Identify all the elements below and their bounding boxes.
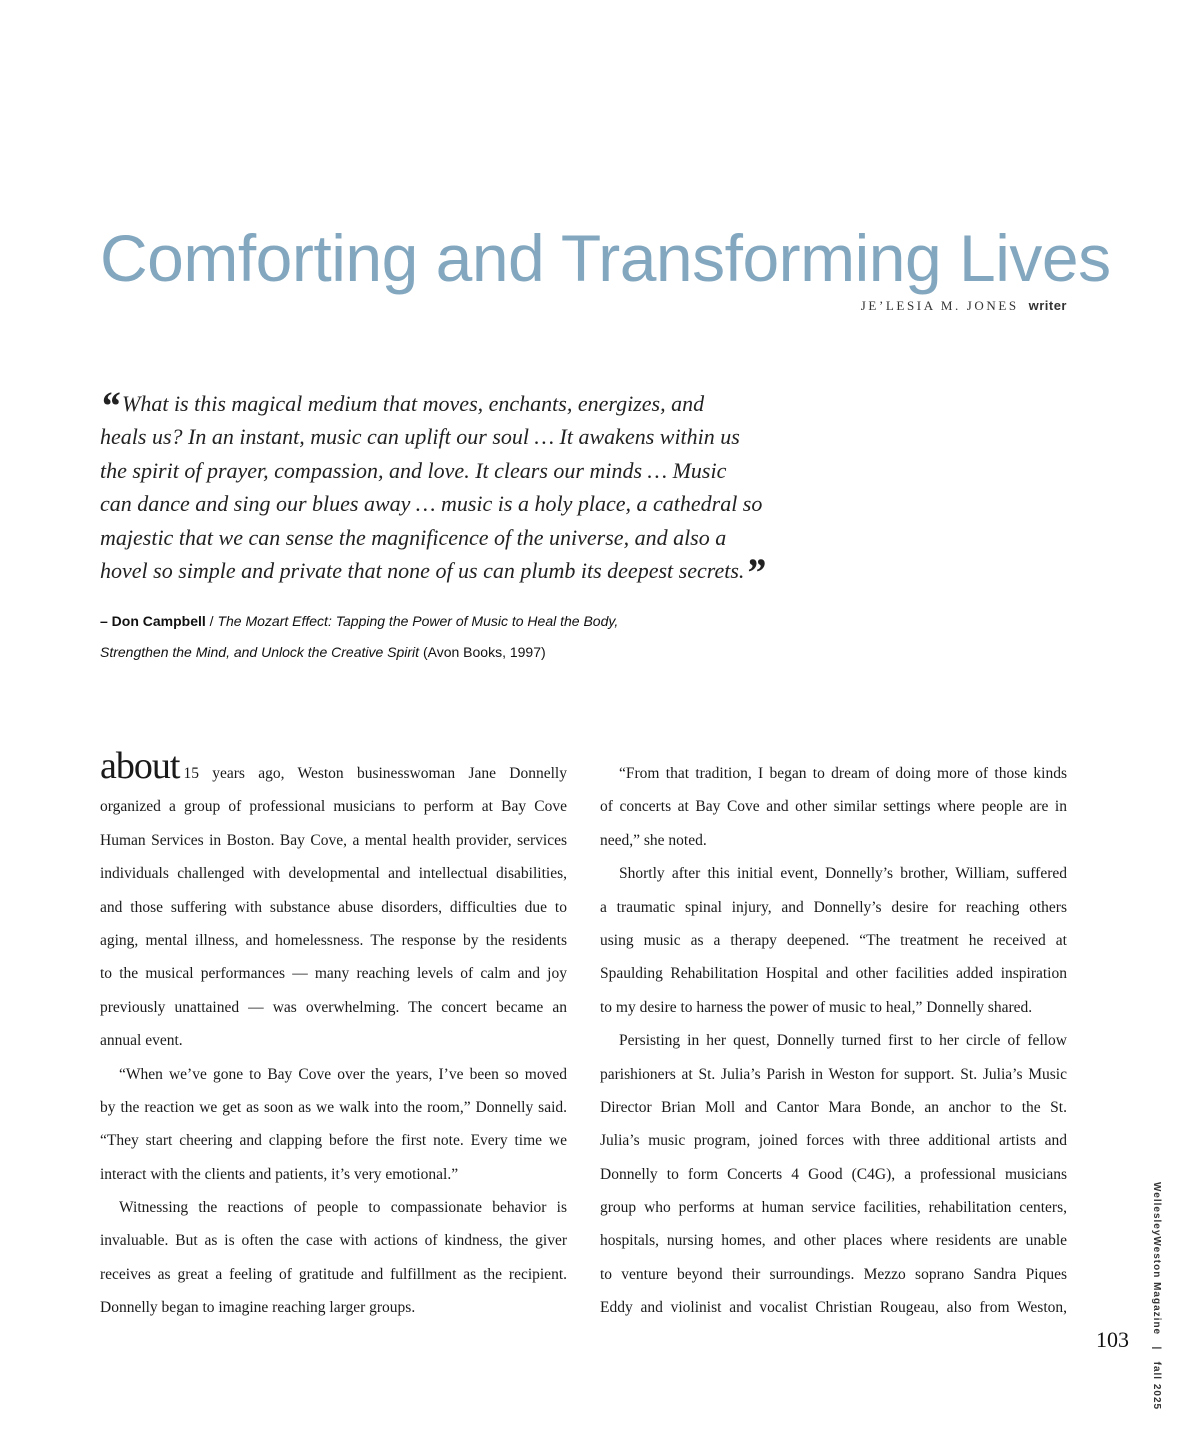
body-line: to my desire to harness the power of music to heal,” Donnelly shared. [600, 998, 1033, 1016]
body-line: previously unattained — was overwhelming. The concert became an [100, 998, 567, 1016]
book-title: Strengthen the Mind, and Unlock the Creative Spirit [100, 644, 420, 660]
body-line: to the musical performances — many reaching levels of calm and joy [100, 965, 567, 983]
body-line: interact with the clients and patients, it’s very emotional.” [100, 1165, 459, 1183]
body-line: Julia’s music program, joined forces with three additional artists and [600, 1132, 1067, 1150]
folio-separator: | [1151, 1346, 1162, 1351]
drop-word: about [100, 745, 180, 787]
article-title: Comforting and Transforming Lives [100, 221, 1111, 295]
body-column-left [100, 745, 567, 1325]
body-line: to venture beyond their surroundings. Mezzo soprano Sandra Piques [600, 1265, 1067, 1283]
pull-quote-line: the spirit of prayer, compassion, and love. It clears our minds … Music [100, 457, 727, 483]
pull-quote-line: heals us? In an instant, music can uplift our soul … It awakens within us [100, 424, 740, 450]
quote-attribution: – Don Campbell / The Mozart Effect: Tapping the Power of Music to Heal the Body, Strengthen the Mind, and Unlock the Creative Spirit (Avon Books, 1997) [100, 613, 619, 660]
book-title: The Mozart Effect: Tapping the Power of Music to Heal the Body, [217, 613, 619, 629]
body-line: Eddy and violinist and vocalist Christian Rougeau, also from Weston, [600, 1299, 1067, 1317]
body-line: organized a group of professional musicians to perform at Bay Cove [100, 798, 567, 816]
body-line: of concerts at Bay Cove and other similar settings where people are in [600, 798, 1067, 816]
body-line: Human Services in Boston. Bay Cove, a mental health provider, services [100, 831, 567, 849]
body-line: Spaulding Rehabilitation Hospital and other facilities added inspiration [600, 965, 1067, 983]
quote-author: – Don Campbell [100, 613, 206, 629]
body-line: parishioners at St. Julia’s Parish in Weston for support. St. Julia’s Music [600, 1065, 1067, 1083]
body-line: Donnelly to form Concerts 4 Good (C4G), a professional musicians [600, 1165, 1067, 1183]
body-line: about 15 years ago, Weston businesswoman Jane Donnelly [100, 745, 567, 787]
body-line: annual event. [100, 1032, 183, 1050]
body-line: “When we’ve gone to Bay Cove over the years, I’ve been so moved [119, 1065, 567, 1083]
body-line: Shortly after this initial event, Donnelly’s brother, William, suffered [619, 865, 1067, 883]
body-line: using music as a therapy deepened. “The treatment he received at [600, 931, 1067, 949]
body-line: “They start cheering and clapping before the first note. Every time we [100, 1132, 567, 1150]
issue-label: fall 2025 [1151, 1361, 1162, 1411]
body-line: by the reaction we get as soon as we walk into the room,” Donnelly said. [100, 1098, 567, 1116]
close-quote-mark: ” [745, 550, 766, 596]
body-line: invaluable. But as is often the case with actions of kindness, the giver [100, 1232, 567, 1250]
body-line: “From that tradition, I began to dream of doing more of those kinds [619, 765, 1067, 782]
pull-quote-line: “What is this magical medium that moves, enchants, energizes, and [100, 383, 705, 428]
body-line: Donnelly began to imagine reaching larger groups. [100, 1299, 416, 1317]
body-line: a traumatic spinal injury, and Donnelly’s desire for reaching others [600, 898, 1067, 916]
magazine-folio-vertical [1148, 1182, 1162, 1411]
page-number: 103 [1096, 1327, 1129, 1352]
byline [861, 298, 1067, 314]
body-line: aging, mental illness, and homelessness. The response by the residents [100, 931, 567, 949]
body-line: Director Brian Moll and Cantor Mara Bonde, an anchor to the St. [600, 1098, 1067, 1116]
pull-quote-line: majestic that we can sense the magnificence of the universe, and also a [100, 524, 727, 550]
body-line: hospitals, nursing homes, and other places where residents are unable [600, 1232, 1067, 1250]
body-line: individuals challenged with developmental and intellectual disabilities, [100, 865, 567, 883]
byline-name: JE’LESIA M. JONES [860, 298, 1019, 313]
body-line: Witnessing the reactions of people to compassionate behavior is [119, 1199, 567, 1217]
pull-quote [100, 383, 820, 596]
body-line: group who performs at human service facilities, rehabilitation centers, [600, 1199, 1067, 1217]
pull-quote-line: can dance and sing our blues away … music is a holy place, a cathedral so [100, 491, 763, 517]
body-line: receives as great a feeling of gratitude and fulfillment as the recipient. [100, 1265, 567, 1283]
byline-role: writer [1028, 298, 1067, 313]
body-column-right [600, 757, 1067, 1325]
body-line: Persisting in her quest, Donnelly turned first to her circle of fellow [619, 1032, 1067, 1050]
body-line: and those suffering with substance abuse disorders, difficulties due to [100, 898, 567, 916]
magazine-name: WellesleyWeston Magazine [1151, 1182, 1162, 1336]
pull-quote-line: hovel so simple and private that none of us can plumb its deepest secrets.” [100, 550, 766, 596]
open-quote-mark: “ [100, 383, 120, 428]
publisher: (Avon Books, 1997) [419, 644, 546, 660]
body-line: need,” she noted. [600, 831, 707, 849]
